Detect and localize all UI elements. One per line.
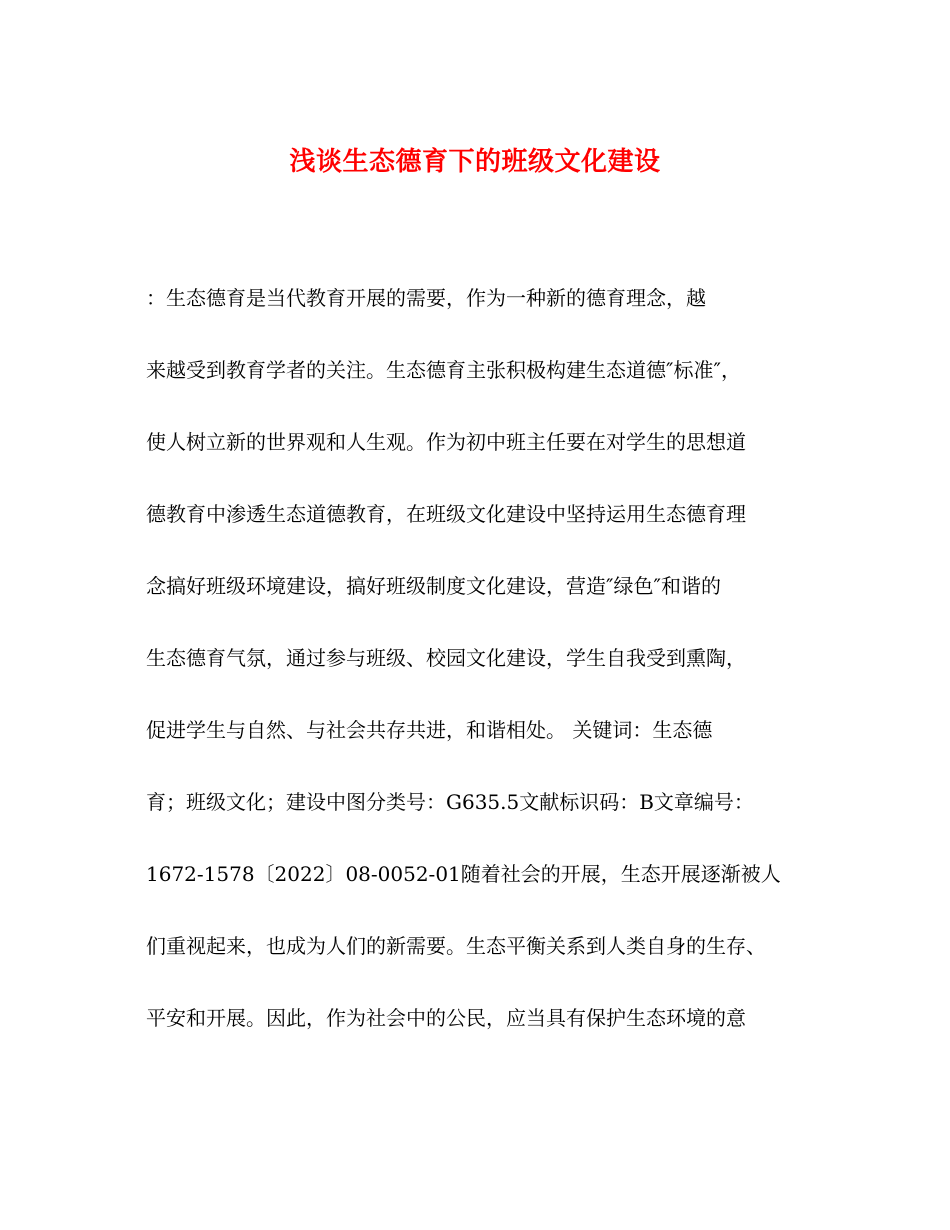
body-line: 德教育中渗透生态道德教育，在班级文化建设中坚持运用生态德育理 <box>146 502 746 526</box>
body-line: 使人树立新的世界观和人生观。作为初中班主任要在对学生的思想道 <box>146 430 746 454</box>
body-line: ：生态德育是当代教育开展的需要，作为一种新的德育理念，越 <box>146 286 706 310</box>
document-title: 浅谈生态德育下的班级文化建设 <box>289 147 661 177</box>
body-line: 促进学生与自然、与社会共存共进，和谐相处。 关键词：生态德 <box>146 718 713 742</box>
body-line: 生态德育气氛，通过参与班级、校园文化建设，学生自我受到熏陶， <box>146 646 746 670</box>
body-line: 平安和开展。因此，作为社会中的公民，应当具有保护生态环境的意 <box>146 1006 746 1030</box>
body-line: 育；班级文化；建设中图分类号：G635.5文献标识码：B文章编号： <box>146 790 754 814</box>
document-body <box>146 262 816 1054</box>
body-line: 念搞好班级环境建设，搞好班级制度文化建设，营造″绿色″和谐的 <box>146 574 721 598</box>
body-line: 们重视起来，也成为人们的新需要。生态平衡关系到人类自身的生存、 <box>146 934 766 958</box>
body-line: 来越受到教育学者的关注。生态德育主张积极构建生态道德″标准″， <box>146 358 741 382</box>
body-line: 1672-1578〔2022〕08-0052-01随着社会的开展，生态开展逐渐被人 <box>146 862 781 886</box>
